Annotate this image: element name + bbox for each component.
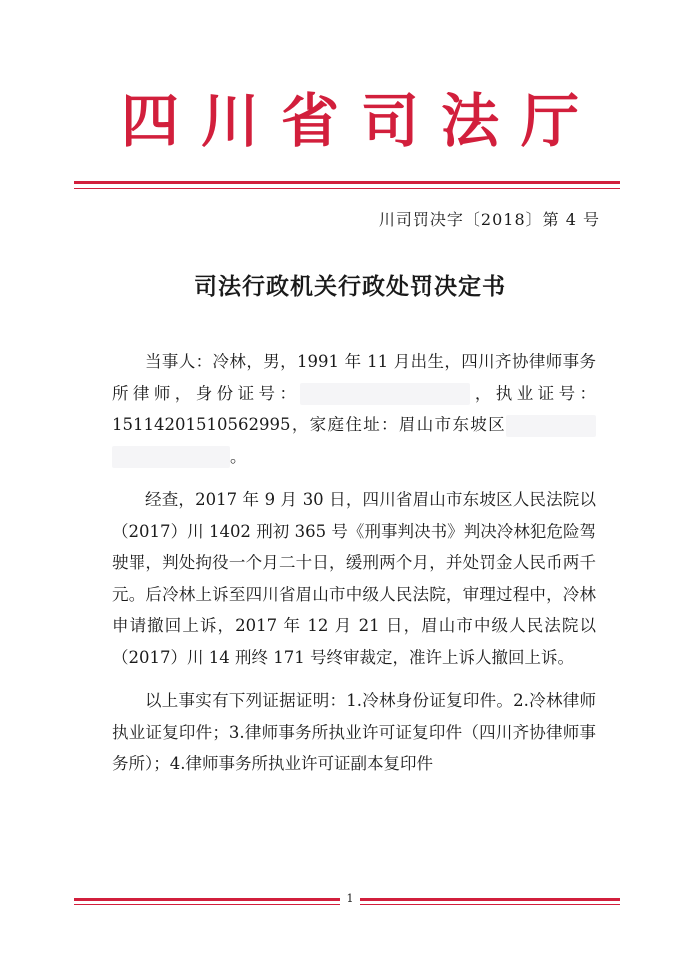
party-intro: 当事人：冷林，男，1991 年 11 月出生，四川齐协律师事务所律师，身份证号： xyxy=(112,352,596,403)
redacted-id-number xyxy=(300,383,470,405)
license-number: 15114201510562995 xyxy=(112,415,291,434)
agency-header: 四川省司法厅 xyxy=(120,87,601,155)
header-rule-thin xyxy=(74,188,620,189)
document-title: 司法行政机关行政处罚决定书 xyxy=(194,273,506,300)
party-end: 。 xyxy=(230,446,247,466)
redacted-address-2 xyxy=(112,446,230,468)
evidence-paragraph: 以上事实有下列证据证明：1.冷林身份证复印件。2.冷林律师执业证复印件；3.律师事务所执业许可证复印件（四川齐协律师事务所）；4.律师事务所执业许可证副本复印件 xyxy=(112,691,596,773)
page-number: 1 xyxy=(340,892,360,905)
address-label: ，家庭住址：眉山市东坡区 xyxy=(290,415,506,434)
facts-paragraph: 经查，2017 年 9 月 30 日，四川省眉山市东坡区人民法院以（2017）川 1402 刑初 365 号《刑事判决书》判决冷林犯危险驾驶罪，判处拘役一个月二十日，缓刑两个月，并处罚金人民币两千元。后冷林上诉至四川省眉山市中级人民法院，审理过程中，冷林申请撤回上诉，2017 年 12 月 21 日，眉山市中级人民法院以（2017）川 14 刑终 171 号终审裁定，准许上诉人撤回上诉。 xyxy=(112,490,596,667)
header-rule-thick xyxy=(74,181,620,184)
party-paragraph xyxy=(112,346,596,472)
redacted-address-1 xyxy=(506,415,596,437)
document-number: 川司罚决字〔2018〕第 4 号 xyxy=(378,210,600,229)
document-body xyxy=(112,346,596,792)
license-label: ，执业证号： xyxy=(470,383,597,403)
